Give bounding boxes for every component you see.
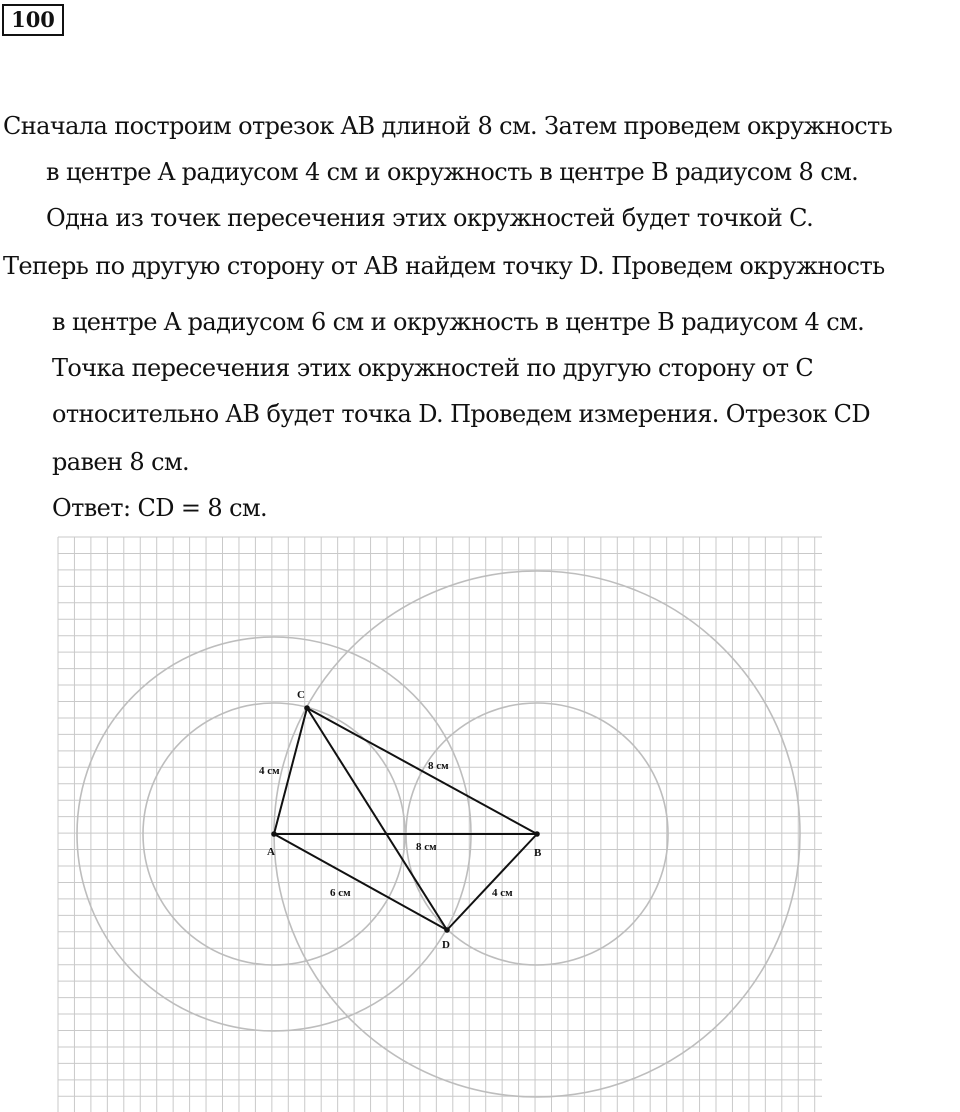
text-line-5: в центре A радиусом 6 см и окружность в центре B радиусом 4 см. — [52, 308, 865, 336]
text-line-7: относительно AB будет точка D. Проведем измерения. Отрезок CD — [52, 400, 871, 428]
label-point-d: D — [442, 939, 450, 951]
text-line-4: Теперь по другую сторону от AB найдем точку D. Проведем окружность — [3, 252, 885, 280]
label-ad-length: 6 см — [330, 887, 351, 899]
segment-cd — [307, 708, 447, 930]
task-number: 100 — [2, 4, 64, 36]
answer-line: Ответ: CD = 8 см. — [52, 494, 268, 522]
label-bd-length: 4 см — [492, 887, 513, 899]
label-ac-length: 4 см — [259, 765, 280, 777]
label-point-b: B — [534, 847, 542, 859]
point-a — [271, 831, 277, 837]
text-line-2: в центре A радиусом 4 см и окружность в центре B радиусом 8 см. — [46, 158, 859, 186]
label-point-c: C — [297, 689, 305, 701]
text-line-1: Сначала построим отрезок AB длиной 8 см. Затем проведем окружность — [3, 112, 893, 140]
text-line-8: равен 8 см. — [52, 448, 190, 476]
label-point-a: A — [267, 846, 275, 858]
graph-paper-grid — [58, 537, 822, 1112]
point-c — [304, 705, 310, 711]
text-line-6: Точка пересечения этих окружностей по другую сторону от C — [52, 354, 814, 382]
label-cb-length: 8 см — [428, 760, 449, 772]
label-ab-length: 8 см — [416, 841, 437, 853]
point-d — [444, 927, 450, 933]
text-line-3: Одна из точек пересечения этих окружностей будет точкой C. — [46, 204, 814, 232]
point-b — [534, 831, 540, 837]
